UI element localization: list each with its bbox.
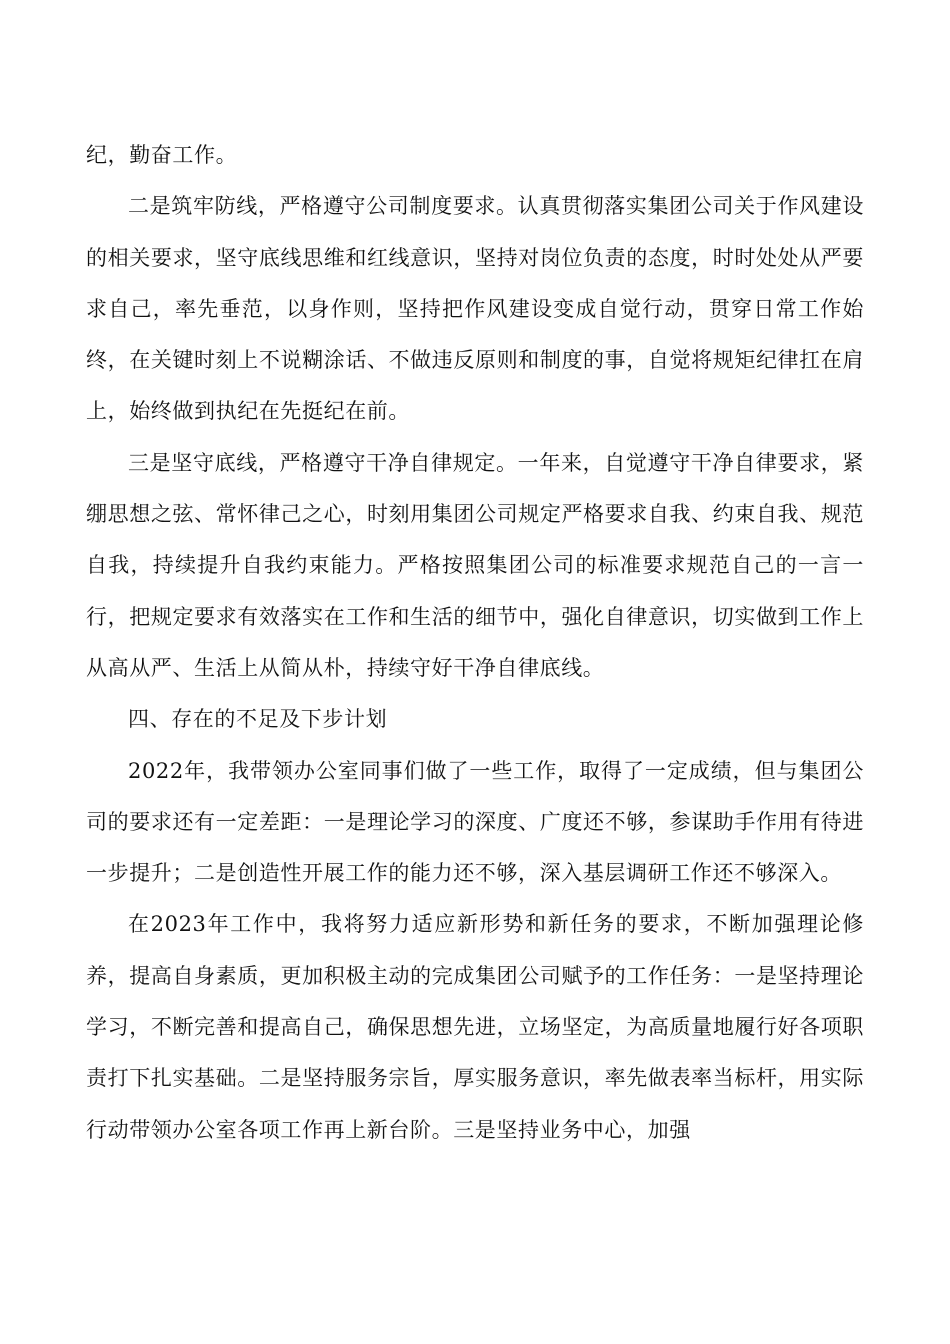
paragraph-continuation: 纪，勤奋工作。 (86, 143, 238, 167)
section-heading-shortcomings: 四、存在的不足及下步计划 (128, 707, 388, 732)
document-body (86, 130, 864, 1156)
paragraph-2023-plan: 在2023年工作中，我将努力适应新形势和新任务的要求，不断加强理论修养，提高自身素质，更加积极主动的完成集团公司赋予的工作任务：一是坚持理论学习，不断完善和提高自己，确保思想先进，立场坚定，为高质量地履行好各项职责打下扎实基础。二是坚持服务宗旨，厚实服务意识，率先做表率当标杆，用实际行动带领办公室各项工作再上新台阶。三是坚持业务中心，加强 (86, 912, 864, 1142)
paragraph-discipline-rules: 二是筑牢防线，严格遵守公司制度要求。认真贯彻落实集团公司关于作风建设的相关要求，坚守底线思维和红线意识，坚持对岗位负责的态度，时时处处从严要求自己，率先垂范，以身作则，坚持把作风建设变成自觉行动，贯穿日常工作始终，在关键时刻上不说糊涂话、不做违反原则和制度的事，自觉将规矩纪律扛在肩上，始终做到执纪在先挺纪在前。 (86, 194, 864, 424)
paragraph-2022-review: 2022年，我带领办公室同事们做了一些工作，取得了一定成绩，但与集团公司的要求还有一定差距：一是理论学习的深度、广度还不够，参谋助手作用有待进一步提升；二是创造性开展工作的能力还不够，深入基层调研工作还不够深入。 (86, 758, 864, 886)
paragraph-self-discipline: 三是坚守底线，严格遵守干净自律规定。一年来，自觉遵守干净自律要求，紧绷思想之弦、常怀律己之心，时刻用集团公司规定严格要求自我、约束自我、规范自我，持续提升自我约束能力。严格按照集团公司的标准要求规范自己的一言一行，把规定要求有效落实在工作和生活的细节中，强化自律意识，切实做到工作上从高从严、生活上从简从朴，持续守好干净自律底线。 (86, 450, 864, 680)
